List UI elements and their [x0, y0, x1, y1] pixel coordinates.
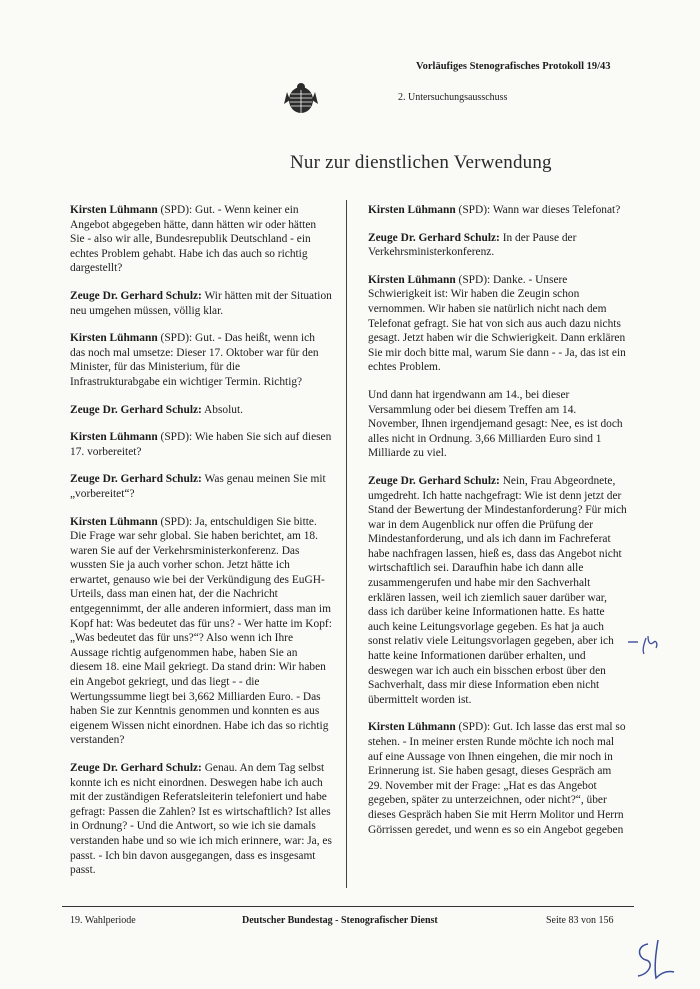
speaker-party: (SPD):	[455, 273, 491, 286]
statement-text: Und dann hat irgendwann am 14., bei dieser Versammlung oder bei diesem Treffen am 14. November, Ihnen irgendjemand gesagt: Nee, es ist doch alles nicht in Ordnung. 3,66 Milliarden Euro sind 1 Milliarde zu viel.	[368, 388, 623, 460]
footer-rule	[62, 906, 634, 907]
speaker-name: Kirsten Lühmann	[368, 721, 456, 734]
transcript-paragraph	[70, 203, 332, 276]
handwritten-margin-note-icon	[626, 628, 668, 658]
transcript-paragraph	[368, 273, 628, 375]
handwritten-initials-icon	[630, 936, 680, 981]
right-column	[368, 203, 628, 850]
transcript-paragraph	[70, 331, 332, 389]
speaker-party: (SPD):	[157, 332, 193, 345]
speaker-name: Kirsten Lühmann	[70, 332, 158, 345]
speaker-name: Kirsten Lühmann	[368, 273, 456, 286]
statement-text: Nein, Frau Abgeordnete, umgedreht. Ich hatte nachgefragt: Wie ist denn jetzt der Stand der Bewertung der Mindestanforderung? Für mich war in dem Augenblick nur offen die Prüfung der Mindestanforderung, und als ich dann im Fachreferat habe nachfragen lassen, hieß es, dass das Angebot nicht wirtschaftlich sei. Daraufhin habe ich dann alle zusammengerufen und habe mir den Sachverhalt erklären lassen, weil ich ziemlich sauer darüber war, dass ich darüber keine Informationen hatte. Es hatte auch keine Leitungsvorlage gegeben. Es hat ja auch sonst relativ viele Leitungsvorlagen gegeben, aber ich hatte keine Informationen darüber erhalten, und deswegen war ich auch ein bisschen erbost über den Sachverhalt, dass mir diese Information eben nicht übermittelt worden ist.	[368, 474, 627, 706]
statement-text: Was genau meinen Sie mit „vorbereitet“?	[70, 473, 326, 500]
footer-page-number: Seite 83 von 156	[546, 915, 614, 926]
column-divider	[346, 200, 347, 888]
transcript-paragraph	[368, 720, 628, 837]
protocol-title: Vorläufiges Stenografisches Protokoll 19/43	[416, 61, 611, 72]
transcript-paragraph	[70, 430, 332, 459]
statement-text: Gut. - Wenn keiner ein Angebot abgegeben hätte, dann hätten wir oder hätten Sie - also wir alle, Bundesrepublik Deutschland - ein echtes Problem gehabt. Habe ich das auch so richtig dargestellt?	[70, 204, 317, 275]
footer-service: Deutscher Bundestag - Stenografischer Dienst	[242, 915, 438, 926]
speaker-party: (SPD):	[157, 431, 193, 444]
classification-stamp: Nur zur dienstlichen Verwendung	[290, 152, 552, 173]
speaker-party: (SPD):	[157, 204, 193, 216]
footer-period: 19. Wahlperiode	[70, 915, 136, 926]
speaker-name: Zeuge Dr. Gerhard Schulz:	[70, 403, 202, 416]
speaker-name: Zeuge Dr. Gerhard Schulz:	[368, 231, 500, 244]
statement-text: Wann war dieses Telefonat?	[490, 204, 621, 216]
transcript-paragraph	[368, 388, 628, 461]
statement-text: Wir hätten mit der Situation neu umgehen müssen, völlig klar.	[70, 289, 332, 317]
speaker-name: Zeuge Dr. Gerhard Schulz:	[70, 289, 202, 302]
transcript-paragraph	[70, 515, 332, 749]
transcript-paragraph	[70, 289, 332, 318]
speaker-party: (SPD):	[455, 721, 491, 734]
speaker-name: Kirsten Lühmann	[70, 515, 158, 528]
speaker-name: Zeuge Dr. Gerhard Schulz:	[70, 473, 202, 486]
left-column	[70, 203, 332, 891]
statement-text: Genau. An dem Tag selbst konnte ich es nicht einordnen. Deswegen habe ich auch mit der zuständigen Referatsleiterin telefoniert und habe gefragt: Passen die Zahlen? Ist es wirtschaftlich? Ist alles in Ordnung? - Und die Antwort, so wie ich sie damals verstanden habe und so wie ich mich erinnere, war: Ja, es passt. - Ich bin davon ausgegangen, dass es insgesamt passt.	[70, 762, 332, 877]
speaker-name: Kirsten Lühmann	[70, 204, 158, 216]
transcript-paragraph	[368, 203, 628, 218]
statement-text: Absolut.	[201, 403, 243, 416]
transcript-paragraph	[70, 403, 332, 418]
transcript-paragraph	[70, 761, 332, 878]
committee-name: 2. Untersuchungsausschuss	[398, 92, 508, 103]
speaker-party: (SPD):	[157, 515, 193, 528]
speaker-name: Kirsten Lühmann	[368, 204, 456, 216]
statement-text: Danke. - Unsere Schwierigkeit ist: Wir haben die Zeugin schon vernommen. Wir haben sie natürlich nicht nach dem Telefonat gefragt. Sie hat von sich aus auch dazu nichts gesagt. Jetzt haben wir die Schwierigkeit. Dann erklären Sie mir doch bitte mal, warum Sie dann - - Ja, das ist ein echtes Problem.	[368, 273, 626, 374]
transcript-paragraph	[368, 474, 628, 708]
speaker-name: Zeuge Dr. Gerhard Schulz:	[368, 474, 500, 487]
transcript-paragraph	[368, 231, 628, 260]
statement-text: Gut. - Das heißt, wenn ich das noch mal umsetze: Dieser 17. Oktober war für den Minister, für das Ministerium, für die Infrastrukturabgabe ein wichtiger Termin. Richtig?	[70, 332, 319, 388]
speaker-party: (SPD):	[455, 204, 491, 216]
speaker-name: Kirsten Lühmann	[70, 431, 158, 444]
transcript-paragraph	[70, 472, 332, 501]
statement-text: Wie haben Sie sich auf diesen 17. vorbereitet?	[70, 431, 332, 458]
bundestag-eagle-icon	[284, 80, 318, 116]
statement-text: Ja, entschuldigen Sie bitte. Die Frage war sehr global. Sie haben berichtet, am 18. waren Sie auf der Verkehrsministerkonferenz. Das wussten Sie ja auch vorher schon. Jetzt hätte ich erwartet, genauso wie bei der Verkündigung des EuGH-Urteils, dass man einen hat, der die Nachricht entgegennimmt, der alle anderen informiert, dass man im Kopf hat: Was bedeutet das für uns? - Wer hatte im Kopf: „Was bedeutet das für uns?“? Also wenn ich Ihre Aussage richtig aufgenommen habe, haben Sie an diesem 18. eine Mail gekriegt. Da stand drin: Wir haben ein Angebot gekriegt, und das liegt - - die Wertungssumme liegt bei 3,662 Milliarden Euro. - Das haben Sie zur Kenntnis genommen und konnten es aus eigenem Wissen nicht einordnen. Habe ich das so richtig verstanden?	[70, 515, 332, 747]
statement-text: In der Pause der Verkehrsministerkonferenz.	[368, 231, 577, 259]
speaker-name: Zeuge Dr. Gerhard Schulz:	[70, 762, 202, 774]
statement-text: Gut. Ich lasse das erst mal so stehen. - In meiner ersten Runde möchte ich noch mal auf eine Aussage von Ihnen eingehen, die mir noch in Erinnerung ist. Sie haben gesagt, dieses Gespräch am 29. November mit der Frage: „Hat es das Angebot gegeben, später zu unterzeichnen, oder nicht?“, über dieses Gespräch haben Sie mit Herrn Molitor und Herrn Görrissen geredet, und wenn es so ein Angebot gegeben	[368, 721, 626, 836]
